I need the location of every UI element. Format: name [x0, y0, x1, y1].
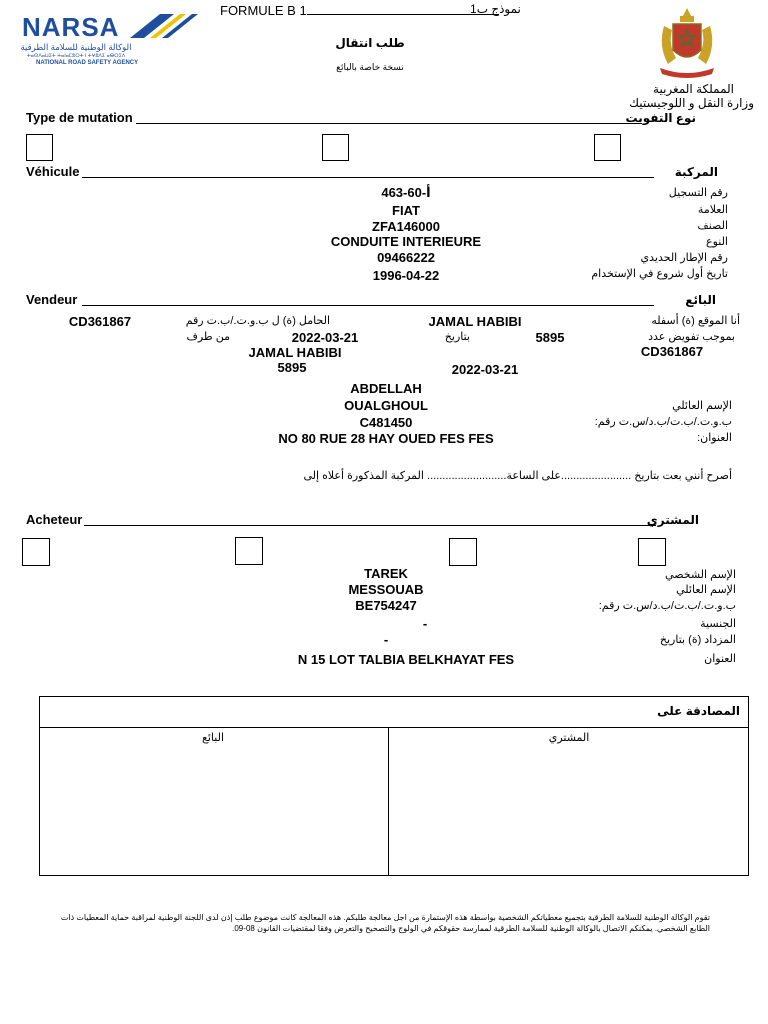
privacy-notice-line-1: تقوم الوكالة الوطنية للسلامة الطرقية بتجميع معطياتكم الشخصية بواسطة هذه الإستمارة من اجل معالجة طلبكم. هذه المعالجة كانت موضوع طلب إذن لدى اللجنة الوطنية لمراقبة حماية المعطيات ذات	[60, 913, 710, 922]
seller-label-ar: البائع	[685, 293, 716, 307]
buyer-id-label: ب.و.ت./ب.ت/ب.د/س.ت رقم:	[598, 600, 736, 612]
country-name: المملكة المغربية	[653, 82, 734, 96]
seller-declaration: أصرح أنني بعت بتاريخ .......................على الساعة.......................... المركبة المذكورة أعلاه إلى	[303, 470, 732, 482]
formule-label: FORMULE B 1	[220, 3, 499, 18]
seller-from-label: من طرف	[186, 331, 230, 343]
seller-signed-label: أنا الموقع (ة) أسفله	[651, 315, 740, 327]
vehicle-class-label: الصنف	[697, 220, 728, 232]
narsa-arabic-name: الوكالة الوطنية للسلامة الطرقية	[20, 42, 132, 52]
vehicle-class-value: ZFA146000	[372, 219, 440, 234]
buyer-id-number: BE754247	[355, 598, 417, 613]
seller-from-date: 2022-03-21	[451, 362, 519, 377]
buyer-birthdate-label: المزداد (ة) بتاريخ	[659, 634, 736, 646]
vehicle-first-use-label: تاريخ أول شروع في الإستخدام	[591, 268, 728, 280]
seller-from-name: JAMAL HABIBI	[248, 345, 342, 360]
buyer-firstname: TAREK	[364, 566, 408, 581]
seller-mandate-number: 5895	[535, 330, 565, 345]
buyer-checkbox-1[interactable]	[22, 538, 50, 566]
privacy-notice-line-2: الطابع الشخصي. يمكنكم الاتصال بالوكالة الوطنية للسلامة الطرقية لممارسة حقوقكم في الولوج والتصحيح والتعرض وفقا لمقتضيات القانون 08-09.	[232, 924, 710, 933]
privacy-notice	[60, 912, 710, 934]
seller-id-number: C481450	[359, 415, 413, 430]
form-subtitle: نسخة خاصة بالبائع	[336, 62, 404, 72]
seller-lastname: OUALGHOUL	[344, 398, 428, 413]
buyer-firstname-label: الإسم الشخصي	[665, 569, 736, 581]
buyer-checkbox-4[interactable]	[638, 538, 666, 566]
seller-signer-id: CD361867	[68, 314, 132, 329]
seller-firstname: ABDELLAH	[350, 381, 422, 396]
vehicle-first-use-value: 1996-04-22	[372, 268, 440, 283]
seller-lastname-label: الإسم العائلي	[672, 400, 732, 412]
seller-address-label: العنوان:	[697, 432, 732, 444]
buyer-nationality: -	[422, 616, 428, 631]
seller-date-label: بتاريخ	[444, 331, 470, 343]
buyer-lastname-label: الإسم العائلي	[676, 584, 736, 596]
narsa-logo	[20, 12, 200, 70]
buyer-signature-area[interactable]	[389, 749, 748, 873]
buyer-lastname: MESSOUAB	[348, 582, 424, 597]
vehicle-brand-label: العلامة	[697, 204, 728, 216]
formule-arabic: نموذج ب1	[470, 2, 521, 16]
road-stripes-icon	[120, 12, 198, 40]
seller-mandate-label: بموجب تفويض عدد	[648, 331, 735, 343]
vehicle-label-fr: Véhicule	[26, 164, 80, 179]
vehicle-registration-label: رقم التسجيل	[668, 187, 728, 199]
buyer-birthdate: -	[383, 632, 389, 647]
narsa-english-name: NATIONAL ROAD SAFETY AGENCY	[36, 60, 139, 66]
seller-address: NO 80 RUE 28 HAY OUED FES FES	[278, 431, 494, 446]
morocco-emblem-icon	[654, 6, 720, 80]
seller-holder-label: الحامل (ة) ل ب.و.ت./ب.ت رقم	[185, 315, 330, 327]
vehicle-chassis-value: 09466222	[377, 250, 435, 265]
seller-signer-name: JAMAL HABIBI	[428, 314, 522, 329]
validation-table	[39, 696, 749, 876]
seller-signature-area[interactable]	[41, 749, 387, 873]
seller-mandate-date: 2022-03-21	[291, 330, 359, 345]
mutation-label-ar: نوع التفويت	[625, 111, 696, 125]
buyer-label-ar: المشتري	[646, 513, 699, 527]
vehicle-type-label: النوع	[706, 236, 728, 248]
validation-seller-column: البائع	[202, 732, 224, 744]
ministry-name: وزارة النقل و اللوجيستيك	[629, 96, 754, 110]
seller-label-fr: Vendeur	[26, 292, 78, 307]
mutation-checkbox-3[interactable]	[594, 134, 621, 161]
narsa-logo-text: NARSA	[22, 12, 120, 42]
form-title: طلب انتقال	[335, 36, 405, 50]
validation-buyer-column: المشتري	[548, 732, 590, 744]
buyer-checkbox-2[interactable]	[235, 537, 263, 565]
buyer-address-label: العنوان	[704, 653, 736, 665]
seller-id-label: ب.و.ت./ب.ت/ب.د/س.ت رقم:	[594, 416, 732, 428]
seller-holder-id: CD361867	[640, 344, 704, 359]
vehicle-label-ar: المركبة	[674, 165, 718, 179]
buyer-nationality-label: الجنسية	[700, 618, 736, 630]
validation-table-header	[40, 697, 748, 728]
vehicle-type-value: CONDUITE INTERIEURE	[330, 234, 482, 249]
validation-title: المصادقة على	[657, 704, 740, 718]
mutation-checkbox-1[interactable]	[26, 134, 53, 161]
vehicle-chassis-label: رقم الإطار الحديدي	[640, 252, 728, 264]
buyer-checkbox-3[interactable]	[449, 538, 477, 566]
vehicle-registration-value: 463-أ-60	[381, 185, 431, 200]
buyer-label-fr: Acheteur	[26, 512, 83, 527]
narsa-tamazight-name: ⵜⴰⵙⴷⴰⵡⵉⵜ ⵜⴰⵏⴰⵎⵓⵔⵜ ⵏ ⵜⵖⵓⴷⵉ ⴰⴱⵔⵉⴷ	[26, 53, 126, 59]
mutation-label-fr: Type de mutation	[26, 110, 133, 125]
vehicle-brand-value: FIAT	[392, 203, 420, 218]
seller-from-number: 5895	[277, 360, 307, 375]
mutation-checkbox-2[interactable]	[322, 134, 349, 161]
buyer-address: N 15 LOT TALBIA BELKHAYAT FES	[297, 652, 515, 667]
